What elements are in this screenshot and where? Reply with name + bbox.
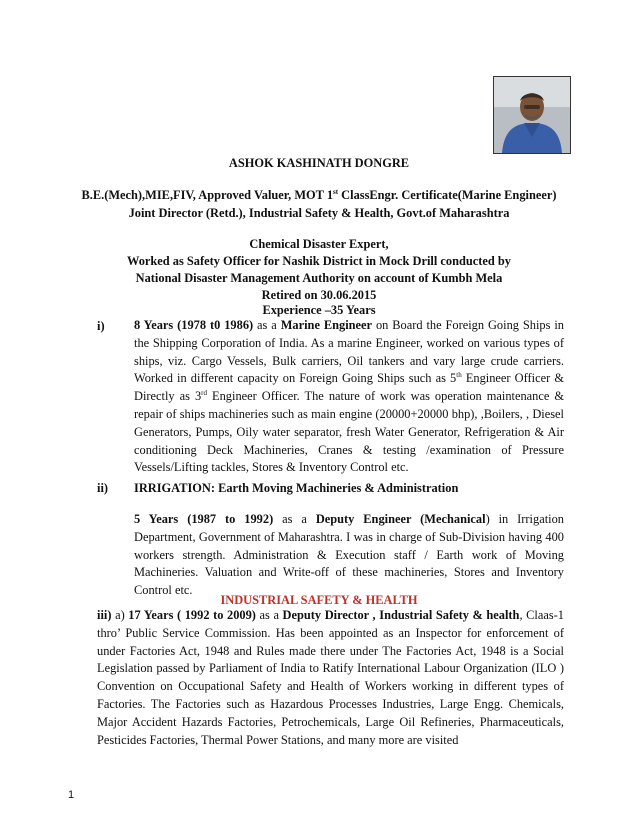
retired-line: Retired on 30.06.2015 <box>261 288 377 302</box>
person-name: ASHOK KASHINATH DONGRE <box>228 156 410 170</box>
role-line-1: Chemical Disaster Expert, <box>249 237 389 251</box>
qualifications-text-b: ClassEngr. Certificate(Marine Engineer) <box>338 188 557 202</box>
section-ii-text: ) in Irrigation Department, Government of Maharashtra. I was in charge of Sub-Division having 400 workers strength. Administration & Execution staff / Earth work of Moving Machineries. Valuation and Write-off of these machineries, Stores and Inventory Control etc. <box>134 512 564 598</box>
portrait-image <box>494 77 570 153</box>
section-iii-heading: INDUSTRIAL SAFETY & HEALTH <box>220 593 418 607</box>
qualifications-text-a: B.E.(Mech),MIE,FIV, Approved Valuer, MOT 1 <box>81 188 334 202</box>
section-i-number: i) <box>97 319 105 333</box>
section-i-text-3: Engineer Officer. The nature of work was operation maintenance & repair of ships machineries such as main engine (20000+20000 bhp), ,Boilers, , Diesel Generators, Pumps, Oily water separator, fresh Water Generator, Refrigeration & Air conditioning Deck Machineries, Cranes & testing /examination of Pressure Vessels/Lifting tackles, Stores & Inventory Control etc. <box>134 389 565 475</box>
section-ii-heading: IRRIGATION: Earth Moving Machineries & Administration <box>134 481 459 495</box>
section-ii-role: Deputy Engineer (Mechanical <box>315 512 486 526</box>
section-i-text-2: Engineer Officer & Directly as 3 <box>134 371 564 404</box>
section-iii-years: 17 Years ( 1992 to 2009) <box>128 608 256 622</box>
profile-photo <box>493 76 571 154</box>
role-line-3: National Disaster Management Authority on account of Kumbh Mela <box>135 271 503 285</box>
section-i-years: 8 Years <box>134 318 174 332</box>
section-i-text-1: on Board the Foreign Going Ships in the Shipping Corporation of India. As a marine Engineer, worked on various types of ships, viz. Cargo Vessels, Bulk carriers, Oil tankers and vary large crude carriers. Worked in different capacity on Foreign Going Ships such as 5 <box>134 318 564 386</box>
section-ii-number: ii) <box>97 481 109 495</box>
role-line-2: Worked as Safety Officer for Nashik District in Mock Drill conducted by <box>127 254 511 268</box>
section-i-body <box>134 317 564 477</box>
experience-line: Experience –35 Years <box>262 303 376 317</box>
section-iii-number: iii) <box>97 608 112 622</box>
superscript-th: th <box>456 371 462 380</box>
superscript-st: st <box>333 187 339 196</box>
section-ii-years: 5 Years <box>134 512 179 526</box>
section-i-period: (1978 t0 1986) <box>173 318 254 332</box>
section-iii-text: , Claas-1 thro’ Public Service Commission. Has been appointed as an Inspector for enforcement of under Factories Act, 1948 and Rules made there under The Factories Act, 1948 is a Social Legislation passed by Parliament of India to Ratify International Labour Organization (ILO ) Convention on Occupational Safety and Health of Workers working in different types of Factories. The Factories such as Hazardous Processes Industries, Large Engg. Chemicals, Major Accident Hazards Factories, Petrochemicals, Large Oil Refineries, Pharmaceuticals, Pesticides Factories, Thermal Power Stations, and many more are visited <box>97 608 564 747</box>
qualifications-line-2: Joint Director (Retd.), Industrial Safety & Health, Govt.of Maharashtra <box>128 206 510 220</box>
section-ii-body <box>134 511 564 600</box>
section-ii-as: as a <box>273 512 316 526</box>
section-iii-as: as a <box>255 608 283 622</box>
section-i-as: as a <box>253 318 281 332</box>
qualifications-line-1 <box>0 187 638 203</box>
superscript-rd: rd <box>201 389 208 398</box>
section-i-role: Marine Engineer <box>280 318 373 332</box>
section-ii-period: (1987 to 1992) <box>187 512 274 526</box>
section-iii-role: Deputy Director , Industrial Safety & health <box>282 608 520 622</box>
page-number: 1 <box>68 789 75 801</box>
section-iii-body <box>97 607 564 749</box>
section-iii-sub: a) <box>111 608 129 622</box>
